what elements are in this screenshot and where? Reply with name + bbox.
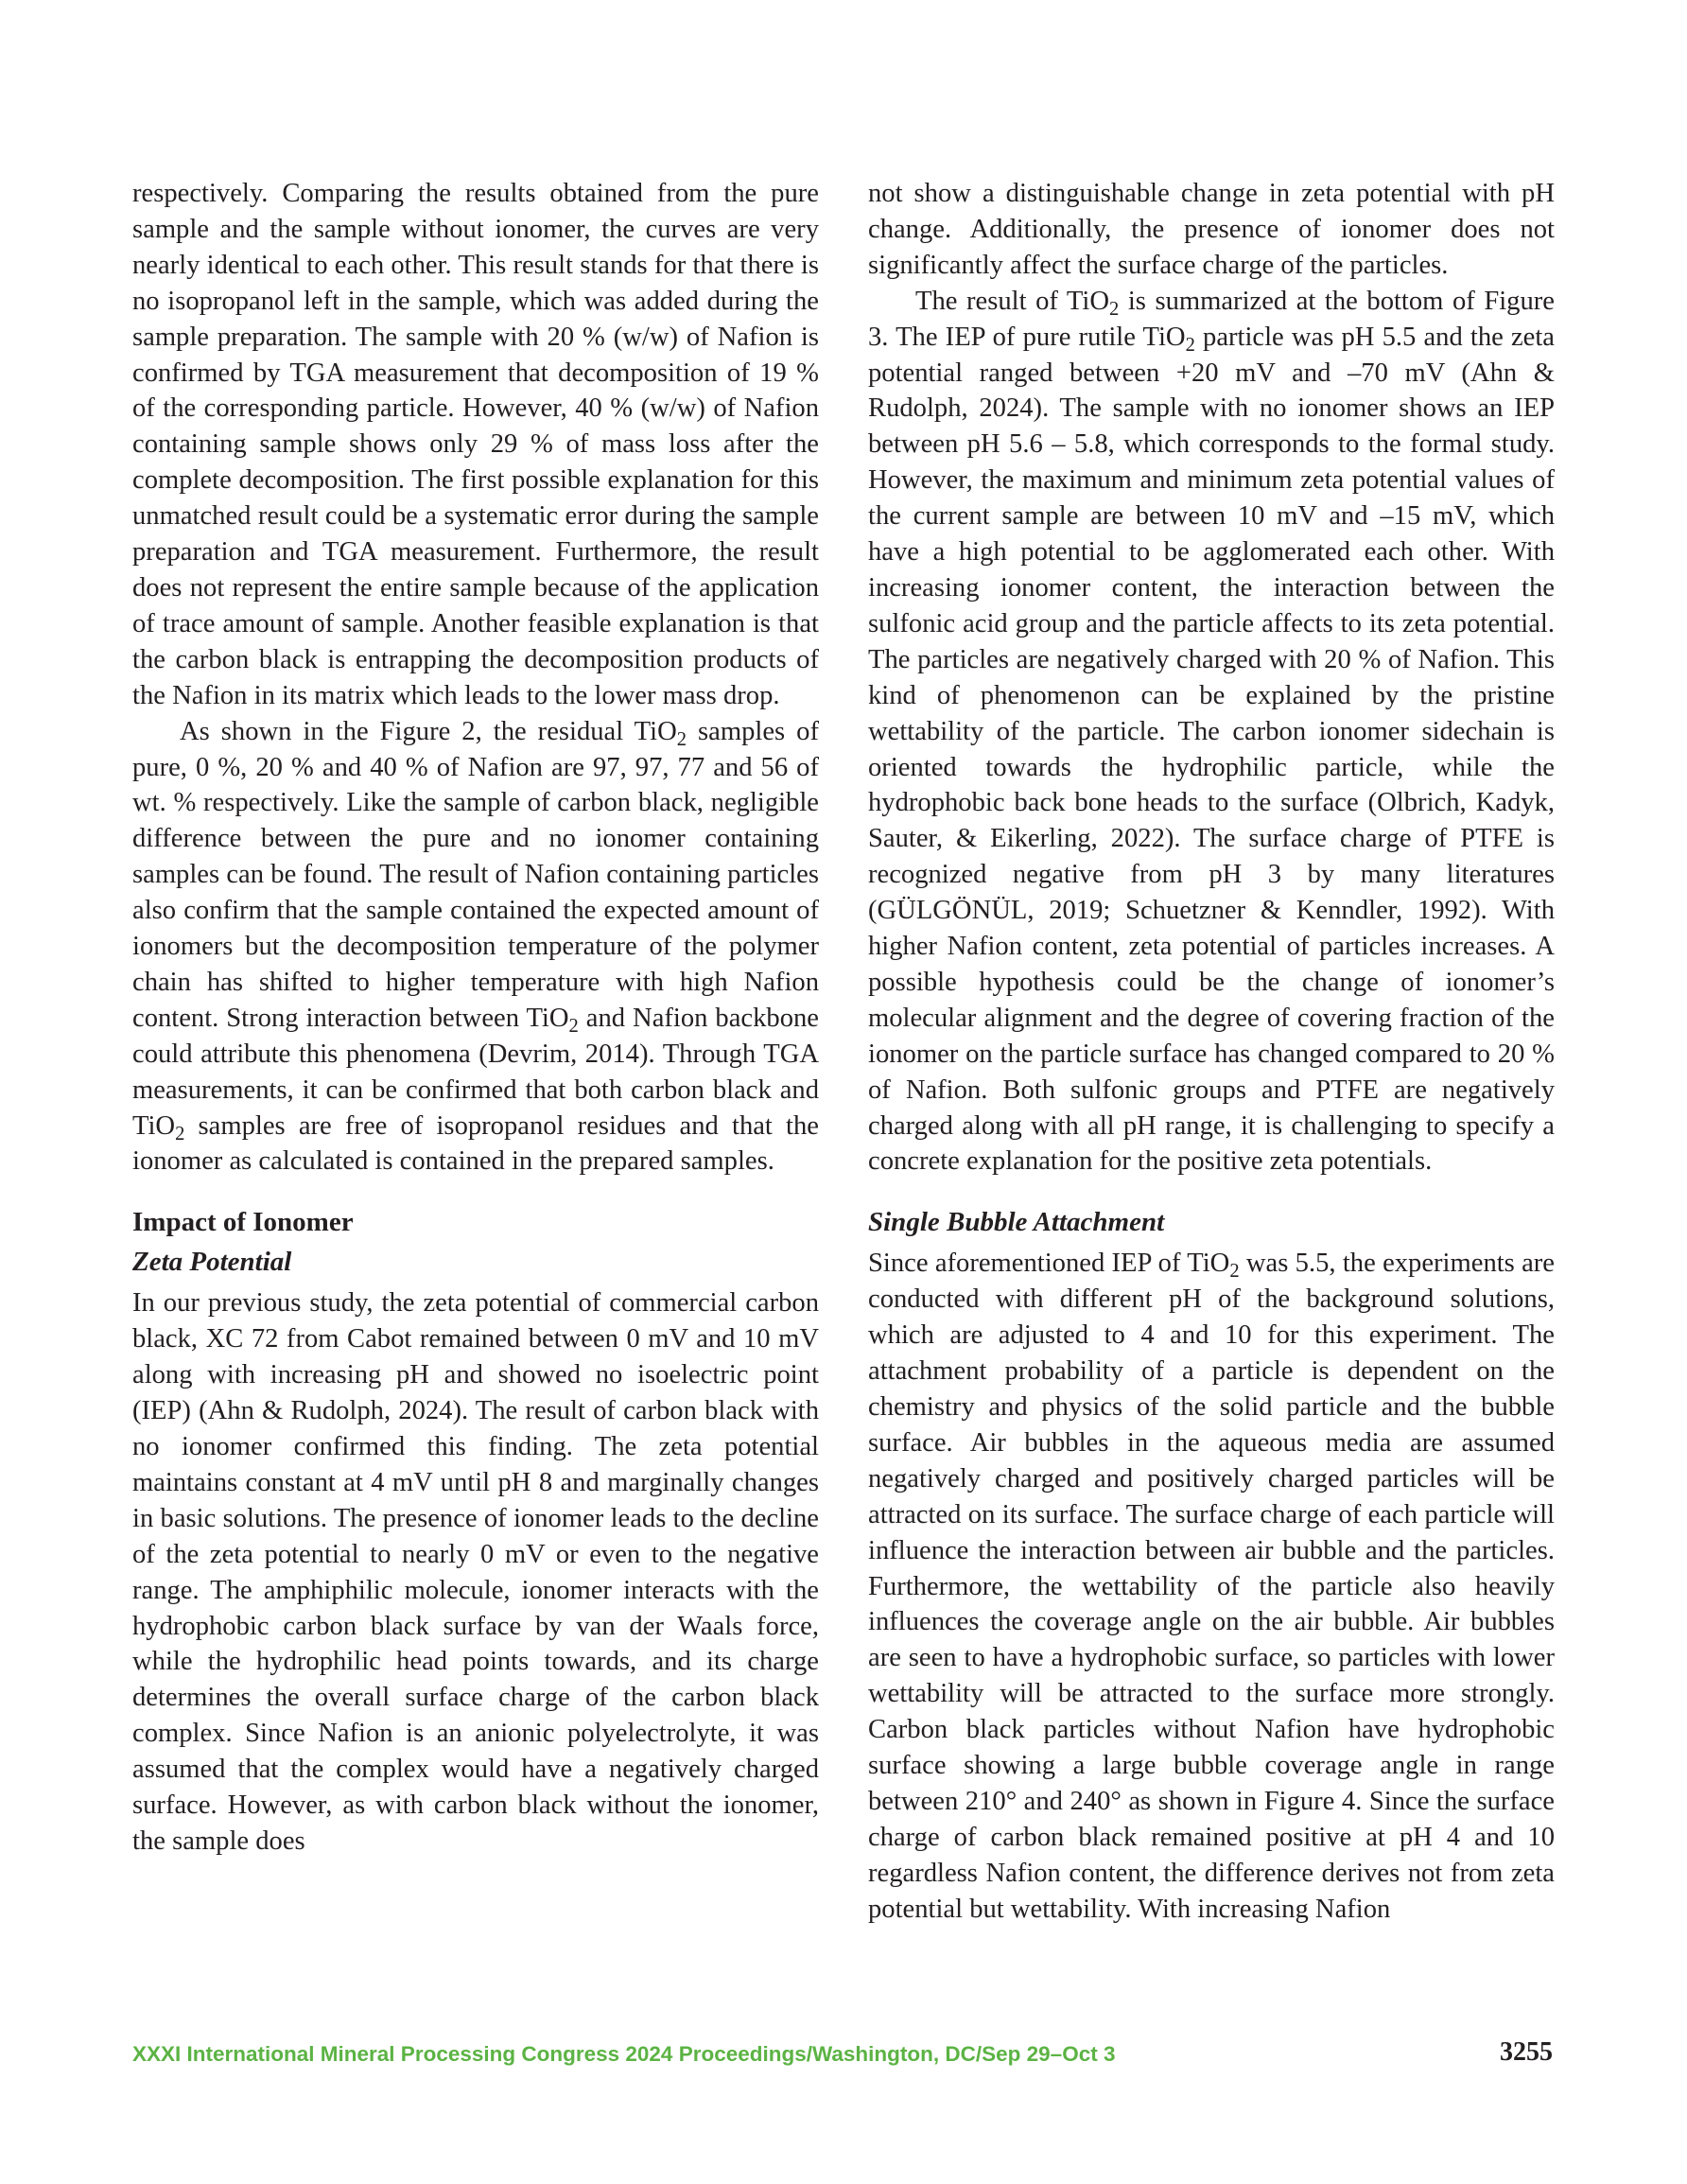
text-run: and Nafion backbone could attribute this phenomena (Devrim, 2014). Through TGA measurements, it can be confirmed that both carbon black and TiO <box>132 1003 819 1141</box>
paragraph: In our previous study, the zeta potential of commercial carbon black, XC 72 from Cabot remained between 0 mV and 10 mV along with increasing pH and showed no isoelectric point (IEP) (Ahn & Rudolph, 2024). The result of carbon black with no ionomer confirmed this finding. The zeta potential maintains constant at 4 mV until pH 8 and marginally changes in basic solutions. The presence of ionomer leads to the decline of the zeta potential to nearly 0 mV or even to the negative range. The amphiphilic molecule, ionomer interacts with the hydrophobic carbon black surface by van der Waals force, while the hydrophilic head points towards, and its charge determines the overall surface charge of the carbon black complex. Since Nafion is an anionic polyelectrolyte, it was assumed that the complex would have a negatively charged surface. However, as with carbon black without the ionomer, the sample does <box>132 1288 819 1856</box>
page-number: 3255 <box>1500 2037 1553 2067</box>
text-run: Since aforementioned IEP of TiO <box>868 1249 1230 1279</box>
footer-proceedings: XXXI International Mineral Processing Congress 2024 Proceedings/Washington, DC/Sep 29–Oct 3 <box>132 2042 1116 2066</box>
text-run: The result of TiO <box>915 286 1109 316</box>
paragraph: respectively. Comparing the results obtained from the pure sample and the sample without ionomer, the curves are very nearly identical to each other. This result stands for that there is no isopropanol left in the sample, which was added during the sample preparation. The sample with 20 % (w/w) of Nafion is confirmed by TGA measurement that decomposition of 19 % of the corresponding particle. However, 40 % (w/w) of Nafion containing sample shows only 29 % of mass loss after the complete decomposition. The first possible explanation for this unmatched result could be a systematic error during the sample preparation and TGA measurement. Furthermore, the result does not represent the entire sample because of the application of trace amount of sample. Another feasible explanation is that the carbon black is entrapping the decomposition products of the Nafion in its matrix which leads to the lower mass drop. <box>132 179 819 710</box>
subsection-heading: Single Bubble Attachment <box>868 1207 1165 1238</box>
text-run: samples are free of isopropanol residues and that the ionomer as calculated is contained in the prepared samples. <box>132 1110 819 1177</box>
paragraph <box>132 714 819 1180</box>
paragraph: not show a distinguishable change in zeta potential with pH change. Additionally, the presence of ionomer does not significantly affect the surface charge of the particles. <box>868 179 1555 280</box>
subscript: 2 <box>568 1015 579 1037</box>
section-heading: Impact of Ionomer <box>132 1207 354 1238</box>
text-run: samples of pure, 0 %, 20 % and 40 % of Nafion are 97, 97, 77 and 56 of wt. % respectively. Like the sample of carbon black, negligible difference between the pure and no ionomer containing samples can be found. The result of Nafion containing particles also confirm that the sample contained the expected amount of ionomers but the decomposition temperature of the polymer chain has shifted to higher temperature with high Nafion content. Strong interaction between TiO <box>132 716 819 1033</box>
subscript: 2 <box>676 728 687 750</box>
subscript: 2 <box>1108 298 1120 320</box>
left-column <box>132 176 819 1860</box>
subscript: 2 <box>175 1123 185 1144</box>
text-run: was 5.5, the experiments are conducted with different pH of the background solutions, which are adjusted to 4 and 10 for this experiment. The attachment probability of a particle is dependent on the chemistry and physics of the solid particle and the bubble surface. Air bubbles in the aqueous media are assumed negatively charged and positively charged particles will be attracted on its surface. The surface charge of each particle will influence the interaction between air bubble and the particles. Furthermore, the wettability of the particle also heavily influences the coverage angle on the air bubble. Air bubbles are seen to have a hydrophobic surface, so particles with lower wettability will be attracted to the surface more strongly. Carbon black particles without Nafion have hydrophobic surface showing a large bubble coverage angle in range between 210° and 240° as shown in Figure 4. Since the surface charge of carbon black remained positive at pH 4 and 10 regardless Nafion content, the difference derives not from zeta potential but wettability. With increasing Nafion <box>868 1249 1556 1924</box>
subsection-heading: Zeta Potential <box>132 1247 292 1278</box>
paragraph <box>868 284 1555 1180</box>
text-run: is summarized at the bottom of Figure 3. The IEP of pure rutile TiO <box>868 286 1555 352</box>
subscript: 2 <box>1185 334 1195 356</box>
right-column <box>868 176 1555 1928</box>
paragraph <box>868 1246 1555 1927</box>
subscript: 2 <box>1229 1261 1240 1283</box>
text-run: particle was pH 5.5 and the zeta potential ranged between +20 mV and –70 mV (Ahn & Rudolph, 2024). The sample with no ionomer shows an IEP between pH 5.6 – 5.8, which corresponds to the formal study. However, the maximum and minimum zeta potential values of the current sample are between 10 mV and –15 mV, which have a high potential to be agglomerated each other. With increasing ionomer content, the interaction between the sulfonic acid group and the particle affects to its zeta potential. The particles are negatively charged with 20 % of Nafion. This kind of phenomenon can be explained by the pristine wettability of the particle. The carbon ionomer sidechain is oriented towards the hydrophilic particle, while the hydrophobic back bone heads to the surface (Olbrich, Kadyk, Sauter, & Eikerling, 2022). The surface charge of PTFE is recognized negative from pH 3 by many literatures (GÜLGÖNÜL, 2019; Schuetzner & Kenndler, 1992). With higher Nafion content, zeta potential of particles increases. A possible hypothesis could be the change of ionomer’s molecular alignment and the degree of covering fraction of the ionomer on the particle surface has changed compared to 20 % of Nafion. Both sulfonic groups and PTFE are negatively charged along with all pH range, it is challenging to specify a concrete explanation for the positive zeta potentials. <box>868 322 1555 1177</box>
text-run: As shown in the Figure 2, the residual TiO <box>180 716 677 746</box>
